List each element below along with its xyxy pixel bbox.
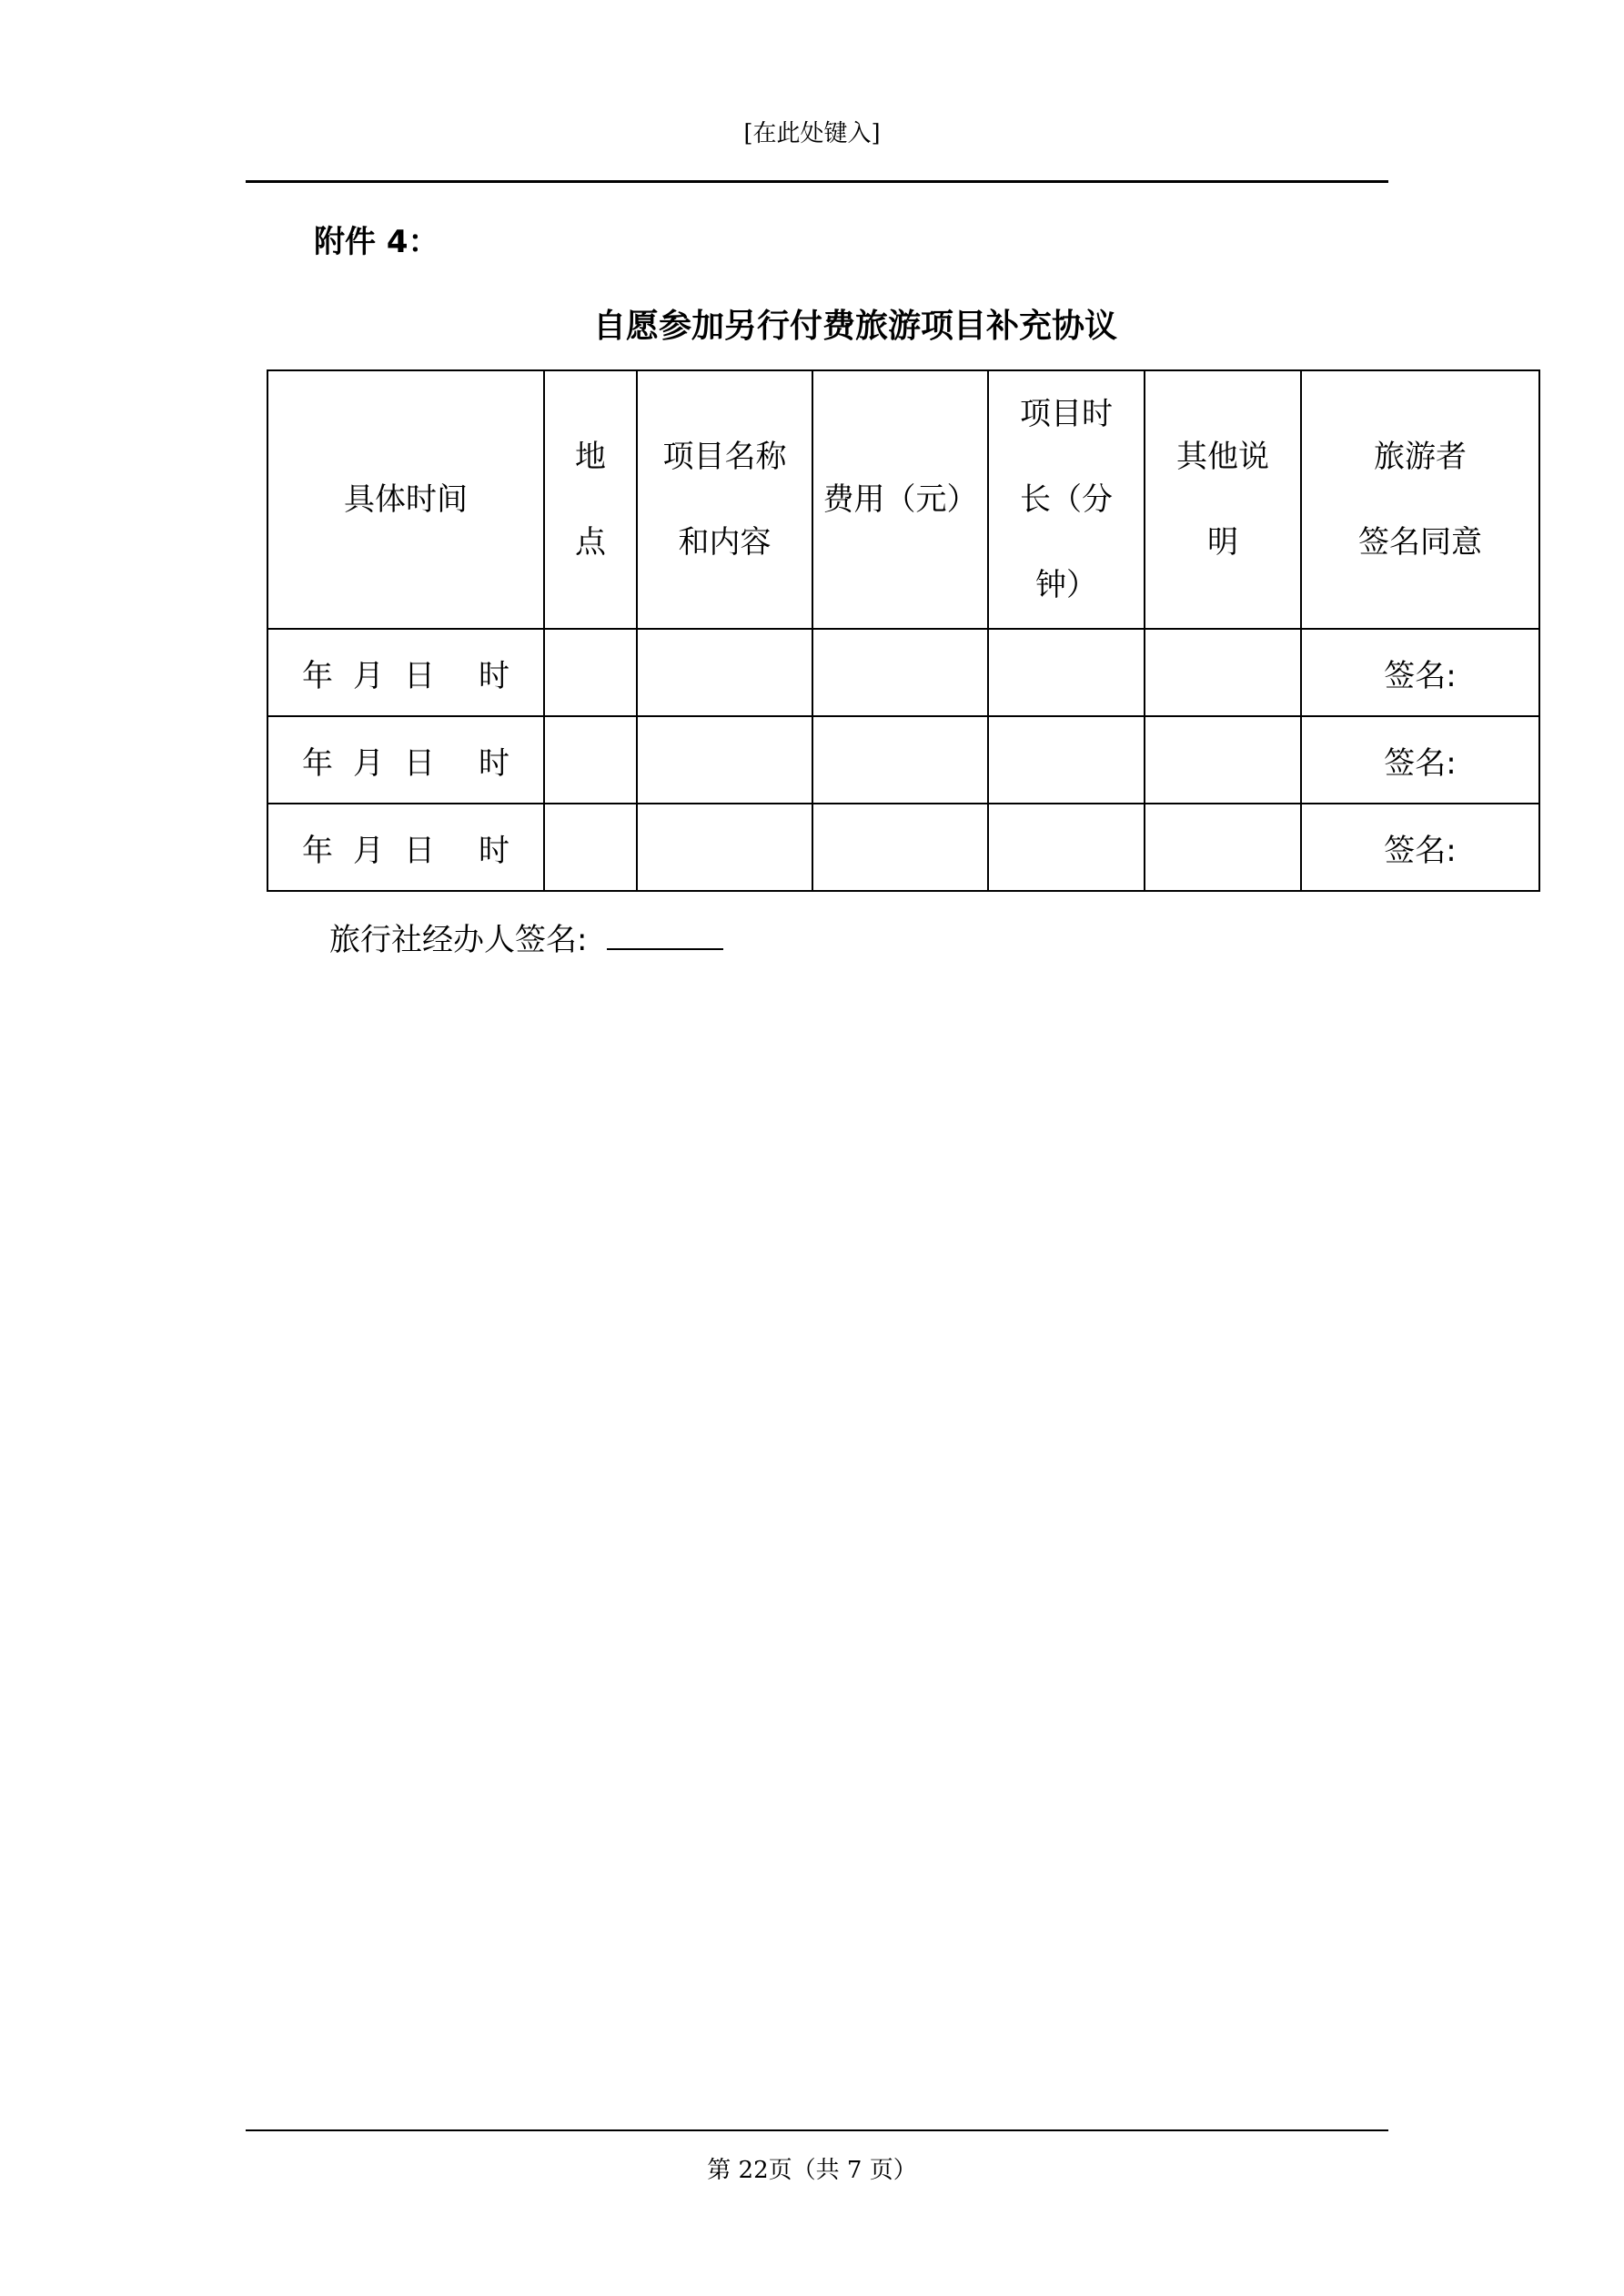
duration-cell[interactable] xyxy=(988,716,1145,804)
duration-cell[interactable] xyxy=(988,629,1145,716)
notes-cell[interactable] xyxy=(1145,629,1301,716)
page-header: [在此处键入] xyxy=(743,120,881,147)
notes-cell[interactable] xyxy=(1145,804,1301,891)
table-row xyxy=(267,716,1539,804)
agent-signature-label: 旅行社经办人签名: xyxy=(329,922,588,958)
location-cell[interactable] xyxy=(544,629,637,716)
date-cell[interactable]: 年 月 日 时 xyxy=(267,629,544,716)
fee-cell[interactable] xyxy=(812,804,988,891)
location-cell[interactable] xyxy=(544,804,637,891)
duration-cell[interactable] xyxy=(988,804,1145,891)
header-tourist-signature: 旅游者 签名同意 xyxy=(1301,370,1539,629)
document-title: 自愿参加另行付费旅游项目补充协议 xyxy=(592,308,1117,345)
header-notes: 其他说 明 xyxy=(1145,370,1301,629)
attachment-label: 附件 4： xyxy=(314,224,439,260)
header-fee: 费用（元） xyxy=(812,370,988,629)
signature-cell[interactable]: 签名: xyxy=(1301,716,1539,804)
table-header-row xyxy=(267,370,1539,629)
header-duration: 项目时 长（分 钟） xyxy=(988,370,1145,629)
fee-cell[interactable] xyxy=(812,629,988,716)
notes-cell[interactable] xyxy=(1145,716,1301,804)
agent-signature-line xyxy=(329,915,723,959)
date-cell[interactable]: 年 月 日 时 xyxy=(267,804,544,891)
agreement-table xyxy=(267,369,1540,892)
page-footer: 第 22页（共 7 页） xyxy=(707,2157,917,2184)
header-item-name: 项目名称 和内容 xyxy=(637,370,812,629)
location-cell[interactable] xyxy=(544,716,637,804)
table-row xyxy=(267,629,1539,716)
footer-rule xyxy=(246,2129,1388,2131)
header-location: 地 点 xyxy=(544,370,637,629)
item-name-cell[interactable] xyxy=(637,716,812,804)
agent-signature-blank[interactable] xyxy=(607,919,723,950)
signature-cell[interactable]: 签名: xyxy=(1301,629,1539,716)
item-name-cell[interactable] xyxy=(637,629,812,716)
table-row xyxy=(267,804,1539,891)
header-rule xyxy=(246,180,1388,183)
item-name-cell[interactable] xyxy=(637,804,812,891)
header-time: 具体时间 xyxy=(267,370,544,629)
date-cell[interactable]: 年 月 日 时 xyxy=(267,716,544,804)
fee-cell[interactable] xyxy=(812,716,988,804)
signature-cell[interactable]: 签名: xyxy=(1301,804,1539,891)
